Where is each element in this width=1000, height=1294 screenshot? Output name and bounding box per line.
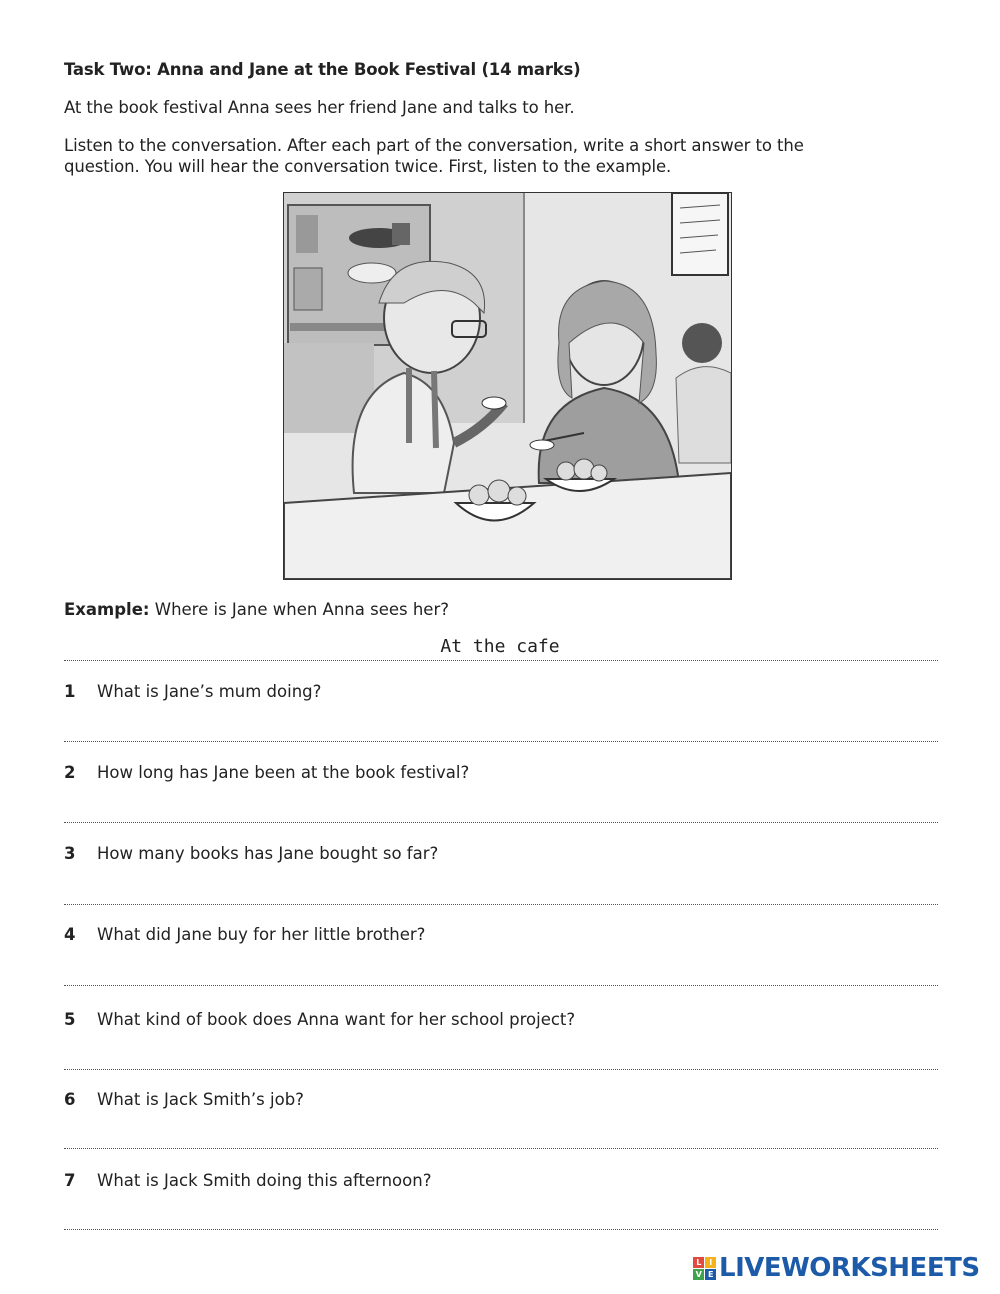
example-answer: At the cafe [440, 636, 560, 657]
question-2 [64, 763, 469, 782]
answer-line-2 [64, 822, 938, 823]
logo-text: LIVEWORKSHEETS [719, 1253, 980, 1283]
example-question-text: Where is Jane when Anna sees her? [154, 600, 450, 619]
question-3 [64, 844, 438, 863]
answer-line-example [64, 660, 938, 661]
answer-line-6 [64, 1148, 938, 1149]
answer-input-2[interactable] [64, 788, 942, 824]
answer-line-7 [64, 1229, 938, 1230]
question-number: 1 [64, 682, 76, 701]
logo-block: E [705, 1269, 716, 1280]
question-text: What is Jane’s mum doing? [97, 682, 322, 701]
question-number: 7 [64, 1171, 76, 1190]
question-number: 3 [64, 844, 76, 863]
answer-input-1[interactable] [64, 707, 942, 743]
answer-line-4 [64, 985, 938, 986]
cafe-illustration [283, 192, 732, 580]
question-7 [64, 1171, 431, 1190]
task-intro: At the book festival Anna sees her friend Jane and talks to her. [64, 98, 575, 117]
answer-line-1 [64, 741, 938, 742]
liveworksheets-logo [693, 1253, 980, 1283]
question-text: How many books has Jane bought so far? [97, 844, 439, 863]
question-text: What is Jack Smith doing this afternoon? [97, 1171, 432, 1190]
logo-block: I [705, 1257, 716, 1268]
question-number: 5 [64, 1010, 76, 1029]
answer-line-3 [64, 904, 938, 905]
question-number: 6 [64, 1090, 76, 1109]
question-text: How long has Jane been at the book festival? [97, 763, 470, 782]
question-4 [64, 925, 425, 944]
example-question [64, 600, 449, 619]
question-text: What is Jack Smith’s job? [97, 1090, 304, 1109]
answer-line-5 [64, 1069, 938, 1070]
question-text: What kind of book does Anna want for her school project? [97, 1010, 576, 1029]
logo-block: V [693, 1269, 704, 1280]
task-instructions: Listen to the conversation. After each part of the conversation, write a short answer to the question. You will hear the conversation twice. First, listen to the example. [64, 136, 804, 176]
logo-blocks-icon [693, 1257, 716, 1280]
question-5 [64, 1010, 575, 1029]
question-text: What did Jane buy for her little brother? [97, 925, 426, 944]
question-6 [64, 1090, 304, 1109]
question-number: 2 [64, 763, 76, 782]
answer-input-4[interactable] [64, 950, 942, 986]
answer-input-3[interactable] [64, 869, 942, 905]
example-label: Example: [64, 600, 150, 619]
answer-input-5[interactable] [64, 1035, 942, 1071]
question-1 [64, 682, 321, 701]
question-number: 4 [64, 925, 76, 944]
answer-input-7[interactable] [64, 1195, 942, 1231]
answer-input-6[interactable] [64, 1114, 942, 1150]
task-title: Task Two: Anna and Jane at the Book Festival (14 marks) [64, 60, 581, 79]
logo-block: L [693, 1257, 704, 1268]
